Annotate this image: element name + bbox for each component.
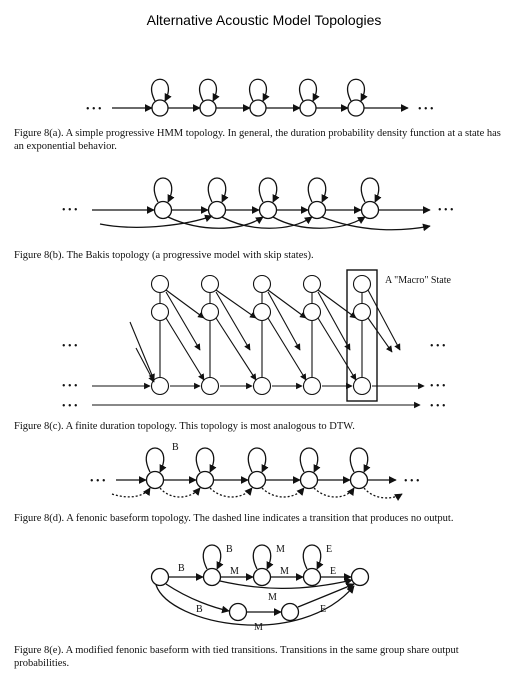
dots-mid-right-c: • • • [430,381,446,392]
null-transitions-d [112,488,402,498]
dots-left-b: • • • [62,205,78,216]
state-columns-c [152,276,371,395]
caption-figure-c: Figure 8(c). A finite duration topology. This topology is most analogous to DTW. [14,421,355,432]
figure-e-diagram [152,544,369,633]
label-m-5: M [254,622,263,633]
label-b-d: B [172,442,179,453]
caption-figure-d: Figure 8(d). A fenonic baseform topology. The dashed line indicates a transition that produces no output. [14,513,454,524]
page-title: Alternative Acoustic Model Topologies [146,12,382,28]
label-m-4: M [268,592,277,603]
caption-figure-e: Figure 8(e). A modified fenonic baseform with tied transitions. Transitions in the same group share output probabilities. [14,645,459,669]
dots-low-left-c: • • • [62,401,78,412]
self-loops-d [146,448,367,472]
dots-right-a: • • • [418,104,434,115]
label-b-3: B [196,604,203,615]
self-loops-e [203,545,320,569]
label-m-2: M [276,544,285,555]
label-b-2: B [226,544,233,555]
dots-right-d: • • • [404,476,420,487]
label-m-1: M [230,566,239,577]
label-e-1: E [326,544,333,555]
figure-d-diagram [90,442,420,498]
label-e-3: E [320,604,327,615]
figure-c-diagram [62,270,451,412]
macro-state-label: A "Macro" State [385,275,451,286]
label-e-2: E [330,566,337,577]
self-loops-b [154,178,378,202]
figure-a-diagram [86,79,434,116]
dots-mid-left-c: • • • [62,381,78,392]
dots-right-b: • • • [438,205,454,216]
transition-labels-e [178,544,336,633]
dots-low-right-c: • • • [430,401,446,412]
figure-b-diagram [62,178,454,230]
dots-left-d: • • • [90,476,106,487]
caption-figure-a: Figure 8(a). A simple progressive HMM topology. In general, the duration probability density function at a state has an exponential behavior. [14,128,501,152]
dots-upper-right-c: • • • [430,341,446,352]
label-m-3: M [280,566,289,577]
self-loops-a [152,79,365,101]
dots-upper-left-c: • • • [62,341,78,352]
label-b-1: B [178,563,185,574]
dots-left-a: • • • [86,104,102,115]
caption-figure-b: Figure 8(b). The Bakis topology (a progressive model with skip states). [14,250,314,261]
